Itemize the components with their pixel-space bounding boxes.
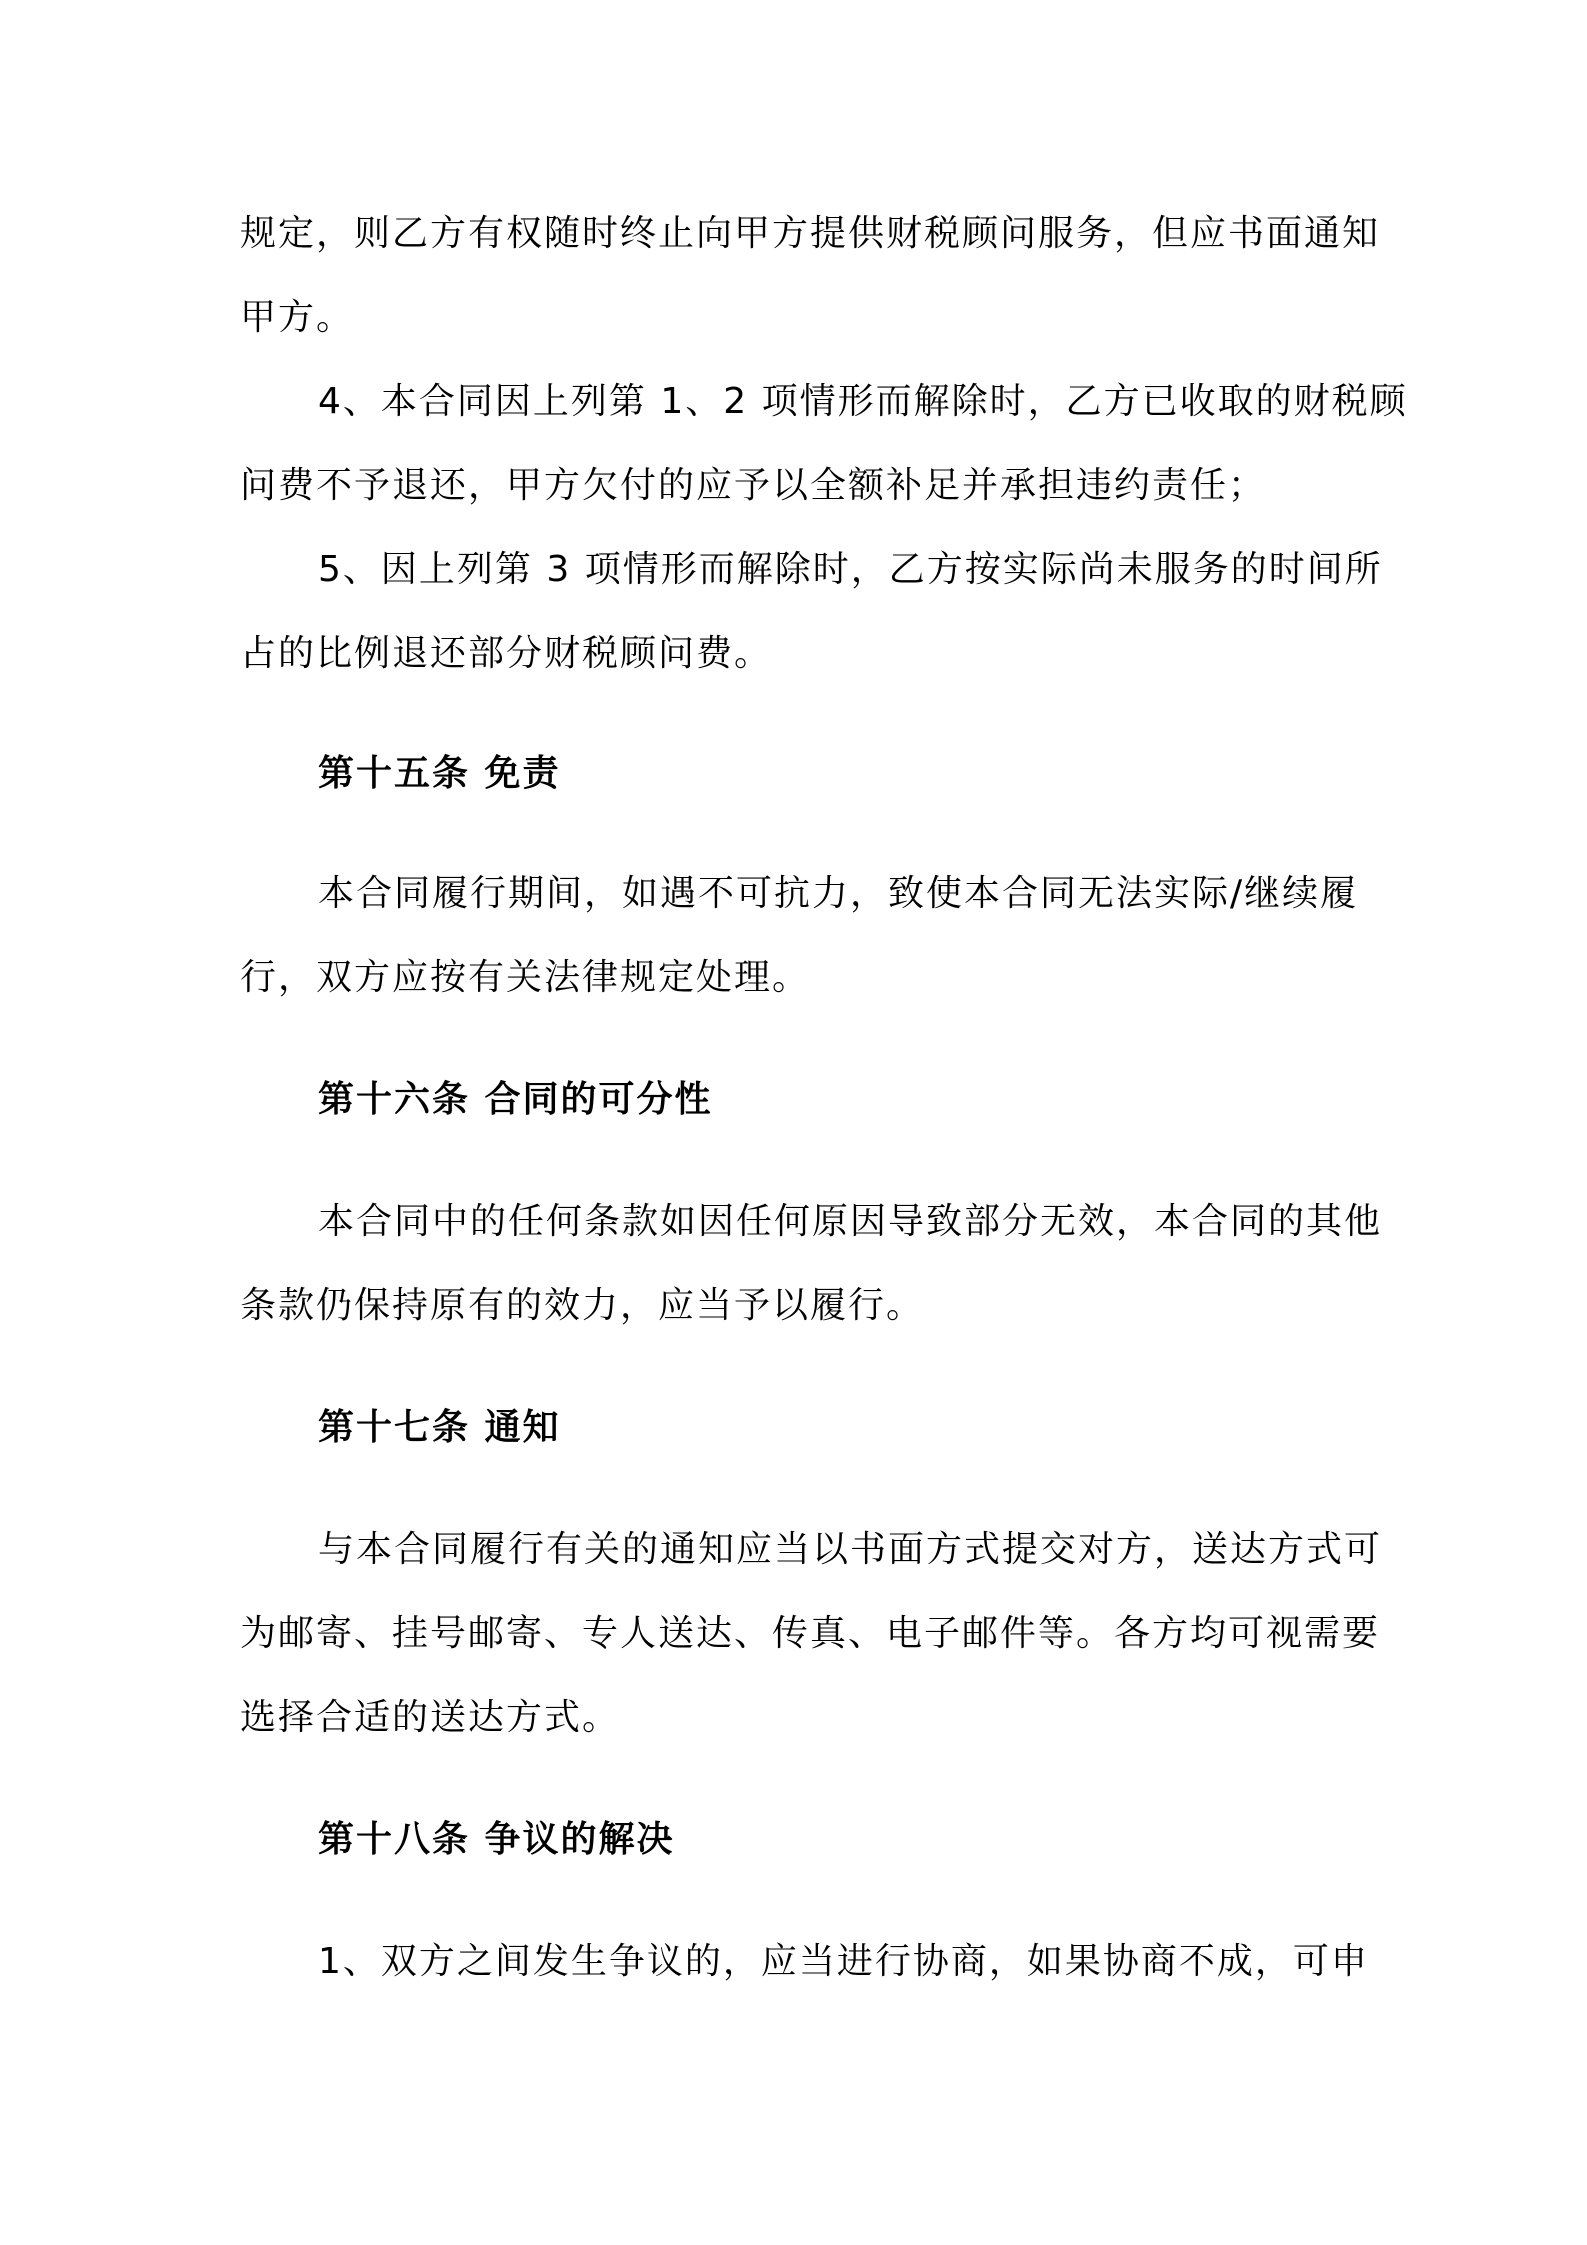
paragraph-line: 占的比例退还部分财税顾问费。 [240, 633, 773, 674]
paragraph-line: 条款仍保持原有的效力，应当予以履行。 [240, 1285, 925, 1326]
paragraph-line: 问费不予退还，甲方欠付的应予以全额补足并承担违约责任； [240, 465, 1267, 506]
section-heading: 第十六条 合同的可分性 [318, 1079, 713, 1120]
paragraph-line: 1、双方之间发生争议的，应当进行协商，如果协商不成，可申 [318, 1941, 1369, 1982]
paragraph-line: 为邮寄、挂号邮寄、专人送达、传真、电子邮件等。各方均可视需要 [240, 1613, 1381, 1654]
section-heading: 第十八条 争议的解决 [318, 1819, 675, 1860]
paragraph-line: 规定，则乙方有权随时终止向甲方提供财税顾问服务，但应书面通知 [240, 213, 1381, 254]
paragraph-line: 甲方。 [240, 297, 355, 338]
paragraph-line: 行，双方应按有关法律规定处理。 [240, 957, 811, 998]
paragraph-line: 本合同履行期间，如遇不可抗力，致使本合同无法实际/继续履 [318, 873, 1359, 914]
paragraph-line: 5、因上列第 3 项情形而解除时，乙方按实际尚未服务的时间所 [318, 549, 1383, 590]
paragraph-line: 与本合同履行有关的通知应当以书面方式提交对方，送达方式可 [318, 1529, 1383, 1570]
paragraph-line: 本合同中的任何条款如因任何原因导致部分无效，本合同的其他 [318, 1201, 1383, 1242]
paragraph-line: 选择合适的送达方式。 [240, 1697, 621, 1738]
paragraph-line: 4、本合同因上列第 1、2 项情形而解除时，乙方已收取的财税顾 [318, 381, 1408, 422]
section-heading: 第十七条 通知 [318, 1407, 561, 1448]
section-heading: 第十五条 免责 [318, 753, 561, 794]
